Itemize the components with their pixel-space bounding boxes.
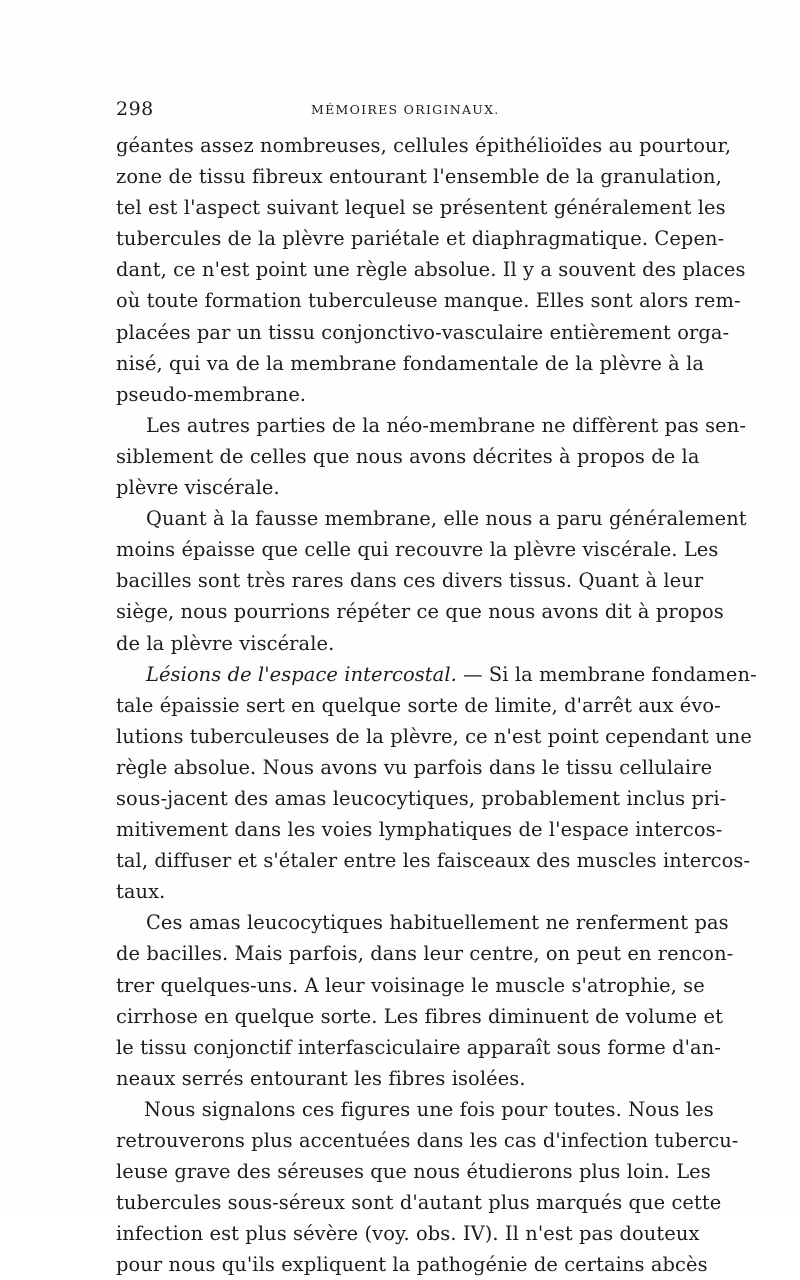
- text-line: sous-jacent des amas leucocytiques, probablement inclus pri-: [116, 786, 727, 810]
- text-line: taux.: [116, 880, 166, 904]
- text-line: retrouverons plus accentuées dans les cas d'infection tubercu-: [116, 1129, 739, 1152]
- text-line: moins épaisse que celle qui recouvre la plèvre viscérale. Les: [116, 538, 719, 562]
- text-line: tel est l'aspect suivant lequel se présentent généralement les: [116, 196, 726, 220]
- text-line: géantes assez nombreuses, cellules épithélioïdes au pourtour,: [116, 134, 732, 157]
- text-line: le tissu conjonctif interfasciculaire apparaît sous forme d'an-: [116, 1035, 721, 1059]
- text-line: règle absolue. Nous avons vu parfois dans le tissu cellulaire: [116, 755, 713, 779]
- text-line: mitivement dans les voies lymphatiques de l'espace intercos-: [116, 818, 723, 842]
- text-line: trer quelques-uns. A leur voisinage le muscle s'atrophie, se: [116, 973, 705, 997]
- text-line: tubercules sous-séreux sont d'autant plus marqués que cette: [116, 1191, 722, 1215]
- text-line: zone de tissu fibreux entourant l'ensemble de la granulation,: [116, 165, 722, 189]
- text-line: neaux serrés entourant les fibres isolées.: [116, 1066, 526, 1090]
- text-line: tal, diffuser et s'étaler entre les faisceaux des muscles intercos-: [116, 849, 751, 873]
- body-text: [116, 130, 757, 1280]
- text-line: tale épaissie sert en quelque sorte de limite, d'arrêt aux évo-: [116, 693, 721, 717]
- text-line: Ces amas leucocytiques habituellement ne renferment pas: [146, 911, 729, 935]
- text-line: plèvre viscérale.: [116, 476, 280, 500]
- text-line: Nous signalons ces figures une fois pour toutes. Nous les: [144, 1097, 714, 1121]
- text-line: tubercules de la plèvre pariétale et diaphragmatique. Cepen-: [116, 227, 725, 251]
- text-line: cirrhose en quelque sorte. Les fibres diminuent de volume et: [116, 1004, 723, 1028]
- page-number: 298: [116, 98, 154, 120]
- text-line: leuse grave des séreuses que nous étudierons plus loin. Les: [116, 1160, 711, 1184]
- text-line: où toute formation tuberculeuse manque. Elles sont alors rem-: [116, 289, 741, 313]
- text-line: infection est plus sévère (voy. obs. IV). Il n'est pas douteux: [116, 1222, 700, 1246]
- text-line: Quant à la fausse membrane, elle nous a paru généralement: [146, 507, 747, 531]
- text-line: [116, 659, 757, 690]
- text-line: placées par un tissu conjonctivo-vasculaire entièrement orga-: [116, 320, 730, 344]
- text-line: lutions tuberculeuses de la plèvre, ce n'est point cependant une: [116, 724, 752, 748]
- text-line-rest: — Si la membrane fondamen-: [456, 662, 757, 686]
- running-title: MÉMOIRES ORIGINAUX.: [311, 102, 500, 117]
- page-header: [116, 98, 686, 124]
- text-line: de bacilles. Mais parfois, dans leur centre, on peut en rencon-: [116, 942, 734, 966]
- text-line: bacilles sont très rares dans ces divers tissus. Quant à leur: [116, 569, 704, 593]
- text-line: nisé, qui va de la membrane fondamentale de la plèvre à la: [116, 351, 705, 375]
- text-line: dant, ce n'est point une règle absolue. Il y a souvent des places: [116, 258, 746, 282]
- text-line: siège, nous pourrions répéter ce que nous avons dit à propos: [116, 600, 724, 624]
- text-line: siblement de celles que nous avons décrites à propos de la: [116, 444, 700, 468]
- text-line: Les autres parties de la néo-membrane ne diffèrent pas sen-: [146, 413, 746, 437]
- section-heading-italic: Lésions de l'espace intercostal.: [146, 662, 457, 686]
- text-line: pour nous qu'ils expliquent la pathogénie de certains abcès: [116, 1253, 708, 1277]
- text-line: pseudo-membrane.: [116, 382, 307, 406]
- text-line: de la plèvre viscérale.: [116, 631, 335, 655]
